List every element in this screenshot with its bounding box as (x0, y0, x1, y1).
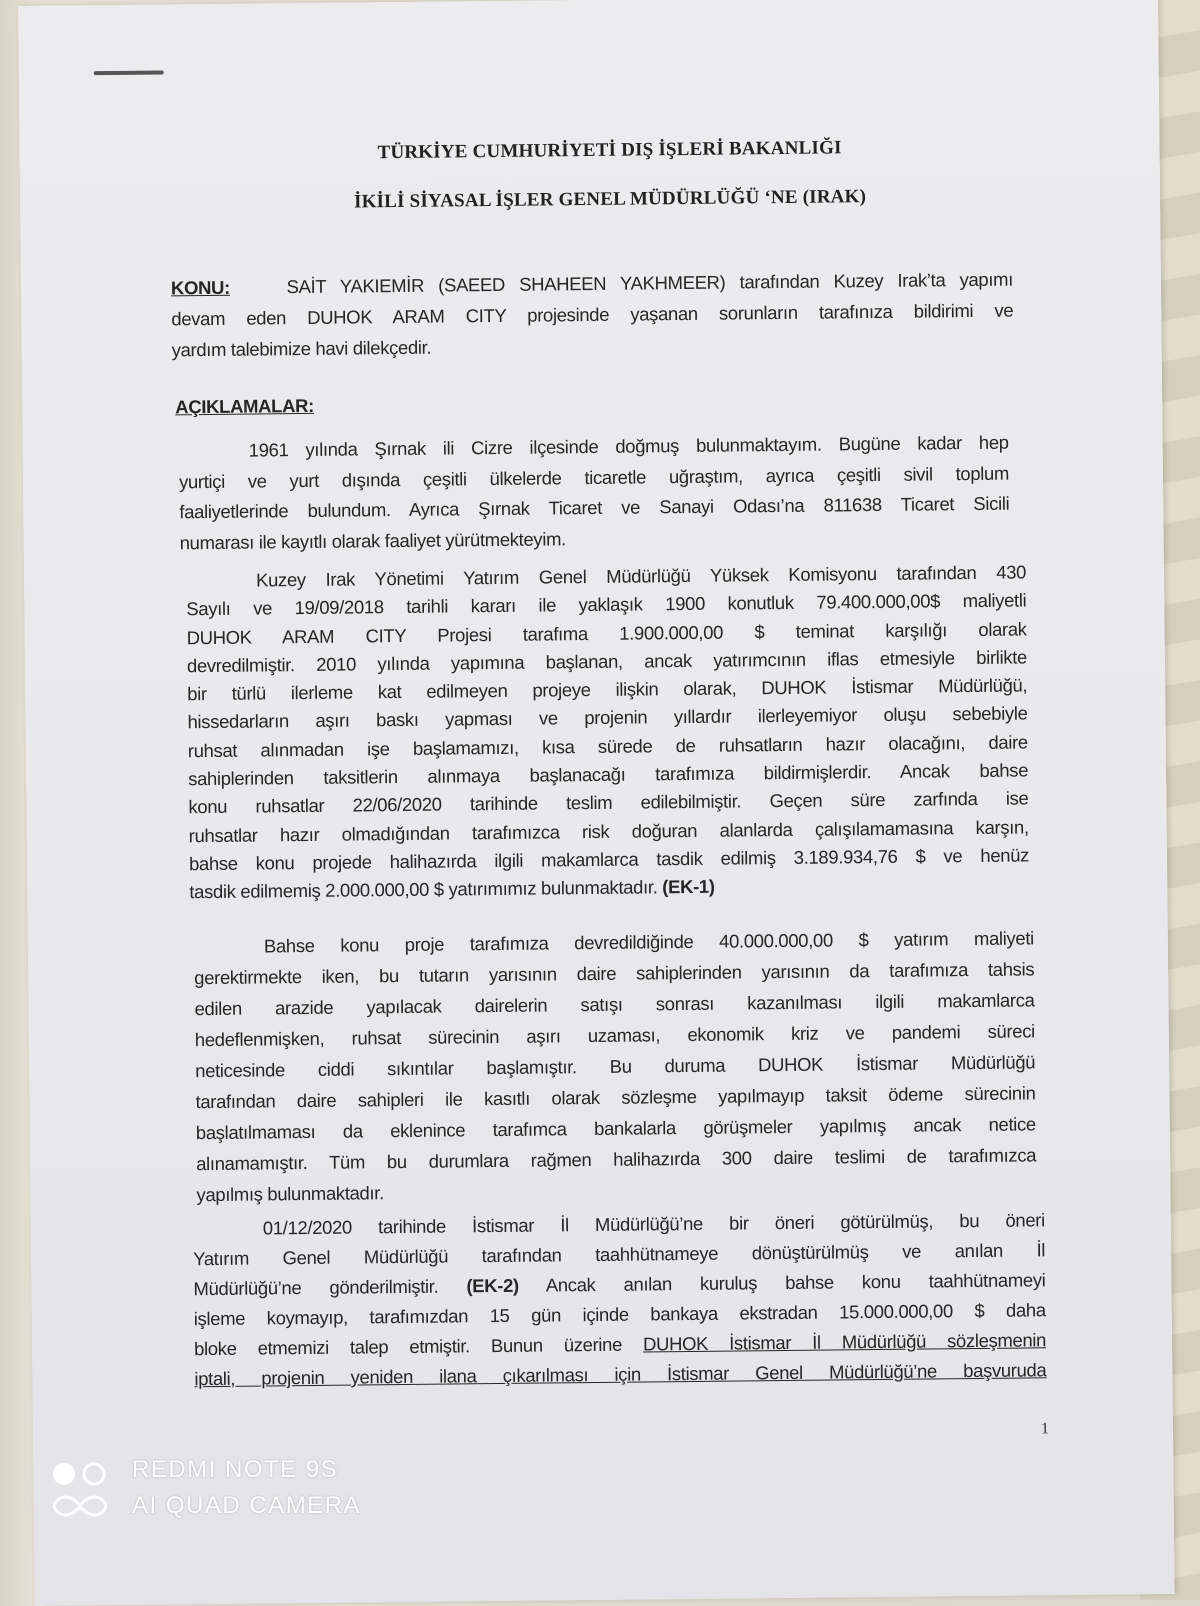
text-segment: devredilmiştir. 2010 yılında yapımına başlanan, ancak yatırımcının iflas etmesiyle birlikte (186, 646, 1028, 677)
page-number: 1 (1040, 1420, 1050, 1438)
annex-reference: (EK-1) (662, 875, 715, 898)
text-segment: hedeflenmişken, ruhsat sürecinin aşırı uzaması, ekonomik kriz ve pandemi süreci (194, 1020, 1035, 1051)
text-segment: edilen arazide yapılacak dairelerin satışı sonrası kazanılması ilgili makamlarca (194, 989, 1035, 1020)
text-segment: işleme koymayıp, tarafımızdan 15 gün içinde bankaya ekstradan 15.000.000,00 $ daha (193, 1299, 1046, 1330)
text-segment: başlatılmaması da eklenince tarafımca bankalarla görüşmeler yapılmış ancak netice (195, 1113, 1036, 1144)
subject-block (171, 264, 1014, 366)
text-segment: bloke etmemizi talep etmiştir. Bunun üzerine (193, 1333, 644, 1360)
underlined-text: iptali, projenin yeniden ilana çıkarılması için İstismar Genel Müdürlüğü’ne başvuruda (194, 1359, 1047, 1390)
text-segment: bir türlü ilerleme kat edilmeyen projeye ilişkin olarak, DUHOK İstismar Müdürlüğü, (187, 674, 1028, 705)
text-segment: konu ruhsatlar 22/06/2020 tarihinde teslim edilebilmiştir. Geçen süre zarfında ise (188, 787, 1029, 818)
text-segment: neticesinde ciddi sıkıntılar başlamıştır. Bu duruma DUHOK İstismar Müdürlüğü (195, 1051, 1036, 1082)
text-segment: hissedarların aşırı baskı yapması ve projenin yıllardır ilerleyemiyor oluşu sebebiyle (187, 702, 1028, 733)
text-segment: Kuzey Irak Yönetimi Yatırım Genel Müdürlüğü Yüksek Komisyonu tarafından 430 (255, 561, 1027, 591)
paragraph-3 (194, 922, 1037, 1210)
text-segment: Yatırım Genel Müdürlüğü tarafından taahhütnameye dönüştürülmüş ve anılan İl (193, 1239, 1046, 1270)
paragraph-4 (193, 1205, 1047, 1394)
section-heading: AÇIKLAMALAR: (175, 394, 314, 418)
paragraph-2 (186, 558, 1030, 906)
text-segment: tasdik edilmemiş 2.000.000,00 $ yatırımımız bulunmaktadır. (189, 876, 663, 903)
annex-reference: (EK-2) (466, 1274, 519, 1297)
text-segment: gerektirmekte iken, bu tutarın yarısının daire sahiplerinden yarısının da tarafımıza tahsis (194, 958, 1035, 989)
text-segment: numarası ile kayıtlı olarak faaliyet yürütmekteyim. (179, 527, 566, 553)
text-segment: Sayılı ve 19/09/2018 tarihli kararı ile yaklaşık 1900 konutluk 79.400.000,00$ maliyetli (186, 589, 1027, 620)
camera-watermark-subtitle: AI QUAD CAMERA (132, 1492, 362, 1519)
text-segment: DUHOK ARAM CITY Projesi tarafıma 1.900.000,00 $ teminat karşılığı olarak (186, 618, 1027, 648)
text-segment: ruhsat alınmadan işe başlamamızı, kısa sürede de ruhsatların hazır olacağını, daire (187, 731, 1028, 762)
text-segment: faaliyetlerinde bulundum. Ayrıca Şırnak Ticaret ve Sanayi Odası’na 811638 Ticaret Sicili (179, 492, 1010, 523)
text-segment: alınamamıştır. Tüm bu durumlara rağmen halihazırda 300 daire teslimi de tarafımızca (196, 1144, 1037, 1175)
subject-label: KONU: (170, 276, 230, 299)
document-title-line-2: İKİLİ SİYASAL İŞLER GENEL MÜDÜRLÜĞÜ ‘NE (IRAK) (353, 186, 867, 213)
staple-mark (94, 70, 164, 75)
subject-line: devam eden DUHOK ARAM CITY projesinde yaşanan sorunların tarafınıza bildirimi ve (171, 299, 1014, 330)
paragraph-1 (179, 428, 1010, 559)
text-segment: Müdürlüğü’ne gönderilmiştir. (193, 1275, 467, 1300)
text-segment: Ancak anılan kuruluş bahse konu taahhütnameyi (518, 1269, 1046, 1296)
subject-text: SAİT YAKIEMİR (SAEED SHAHEEN YAKHMEER) tarafından Kuzey Irak’ta yapımı (286, 268, 1014, 298)
text-segment: 01/12/2020 tarihinde İstismar İl Müdürlüğü’ne bir öneri götürülmüş, bu öneri (262, 1209, 1045, 1239)
camera-watermark-icon (50, 1460, 110, 1520)
text-segment: yurtiçi ve yurt dışında çeşitli ülkelerde ticaretle uğraştım, ayrıca çeşitli sivil toplum (178, 462, 1010, 492)
text-segment: Bahse konu proje tarafımıza devredildiğinde 40.000.000,00 $ yatırım maliyeti (263, 927, 1034, 957)
document-page (18, 0, 1175, 1606)
text-segment: yapılmış bulunmaktadır. (196, 1182, 384, 1206)
text-segment: tarafından daire sahipleri ile kasıtlı olarak sözleşme yapılmayıp taksit ödeme sürecinin (195, 1082, 1036, 1113)
text-segment: ruhsatlar hazır olmadığından tarafımızca risk doğuran alanlarda çalışılamamasına karşın, (188, 816, 1029, 846)
text-segment: bahse konu projede halihazırda ilgili makamlarca tasdik edilmiş 3.189.934,76 $ ve henüz (188, 844, 1030, 875)
text-segment: sahiplerinden taksitlerin alınmaya başlanacağı tarafımıza bildirmişlerdir. Ancak bahse (188, 759, 1029, 790)
camera-watermark-model: REDMI NOTE 9S (132, 1456, 339, 1483)
document-title-line-1: TÜRKİYE CUMHURİYETİ DIŞ İŞLERİ BAKANLIĞI (377, 137, 842, 164)
underlined-text: DUHOK İstismar İl Müdürlüğü sözleşmenin (642, 1329, 1047, 1355)
text-segment: 1961 yılında Şırnak ili Cizre ilçesinde doğmuş bulunmaktayım. Bugüne kadar hep (248, 431, 1009, 461)
subject-line: yardım talebimize havi dilekçedir. (171, 336, 432, 361)
